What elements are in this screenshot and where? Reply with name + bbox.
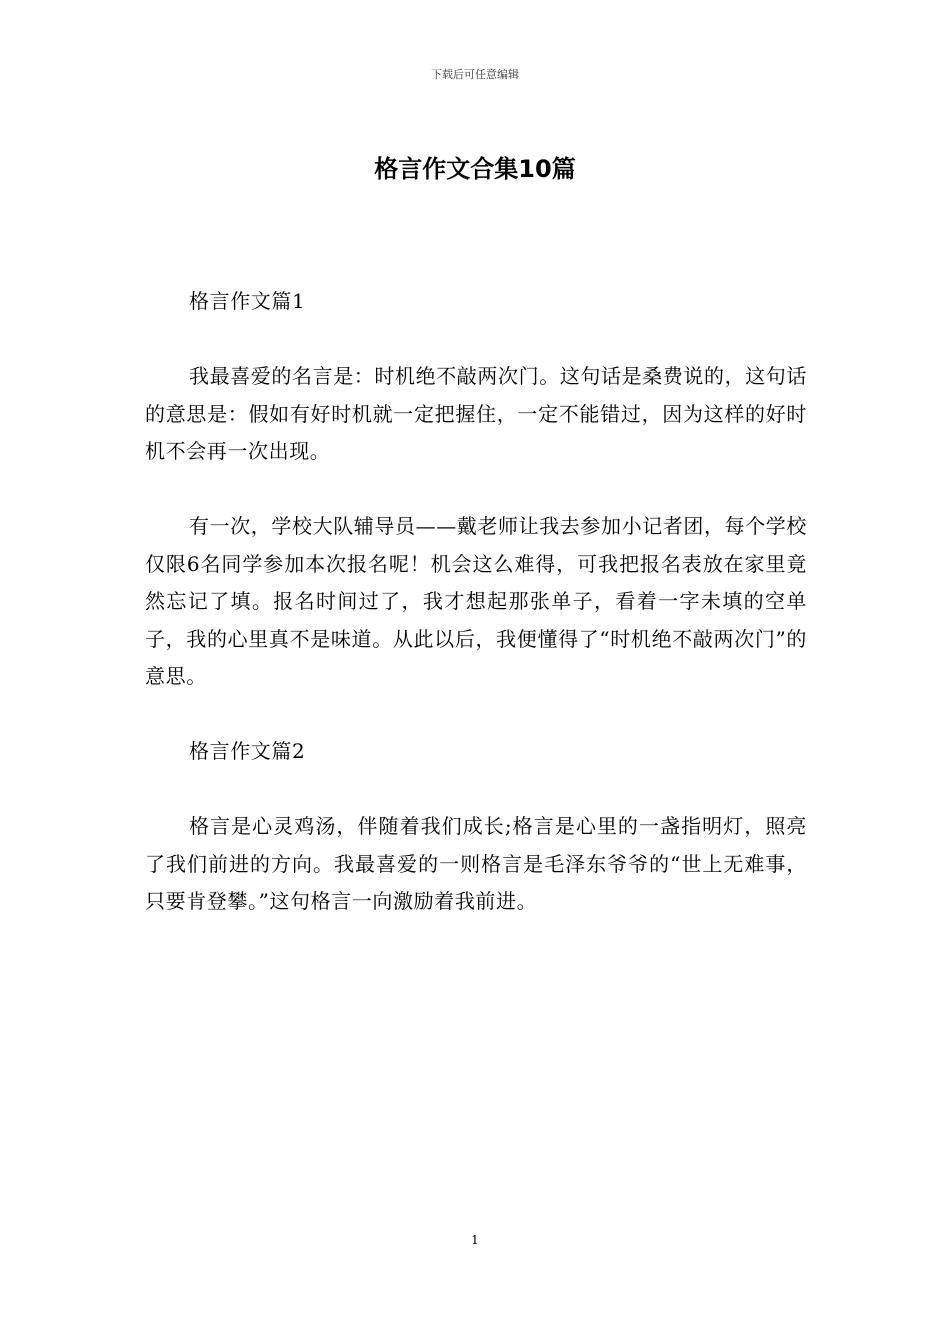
paragraph: 我最喜爱的名言是：时机绝不敲两次门。这句话是桑费说的，这句话的意思是：假如有好时机就一定把握住，一定不能错过，因为这样的好时机不会再一次出现。 (145, 364, 807, 463)
page-number: 1 (471, 1233, 479, 1247)
spacer (145, 471, 807, 509)
section-heading: 格言作文篇1 (189, 289, 306, 313)
paragraph: 有一次，学校大队辅导员——戴老师让我去参加小记者团，每个学校仅限6名同学参加本次报名呢！机会这么难得，可我把报名表放在家里竟然忘记了填。报名时间过了，我才想起那张单子，看着一字未填的空单子，我的心里真不是味道。从此以后，我便懂得了“时机绝不敲两次门”的意思。 (145, 514, 807, 688)
spacer (145, 321, 807, 359)
paragraph: 格言是心灵鸡汤，伴随着我们成长;格言是心里的一盏指明灯，照亮了我们前进的方向。我最喜爱的一则格言是毛泽东爷爷的“世上无难事，只要肯登攀。”这句格言一向激励着我前进。 (145, 814, 807, 913)
spacer (145, 696, 807, 734)
document-body (145, 283, 807, 921)
document-title: 格言作文合集10篇 (374, 155, 576, 183)
section-heading: 格言作文篇2 (189, 739, 306, 763)
header-note: 下载后可任意编辑 (431, 68, 519, 81)
spacer (145, 771, 807, 809)
